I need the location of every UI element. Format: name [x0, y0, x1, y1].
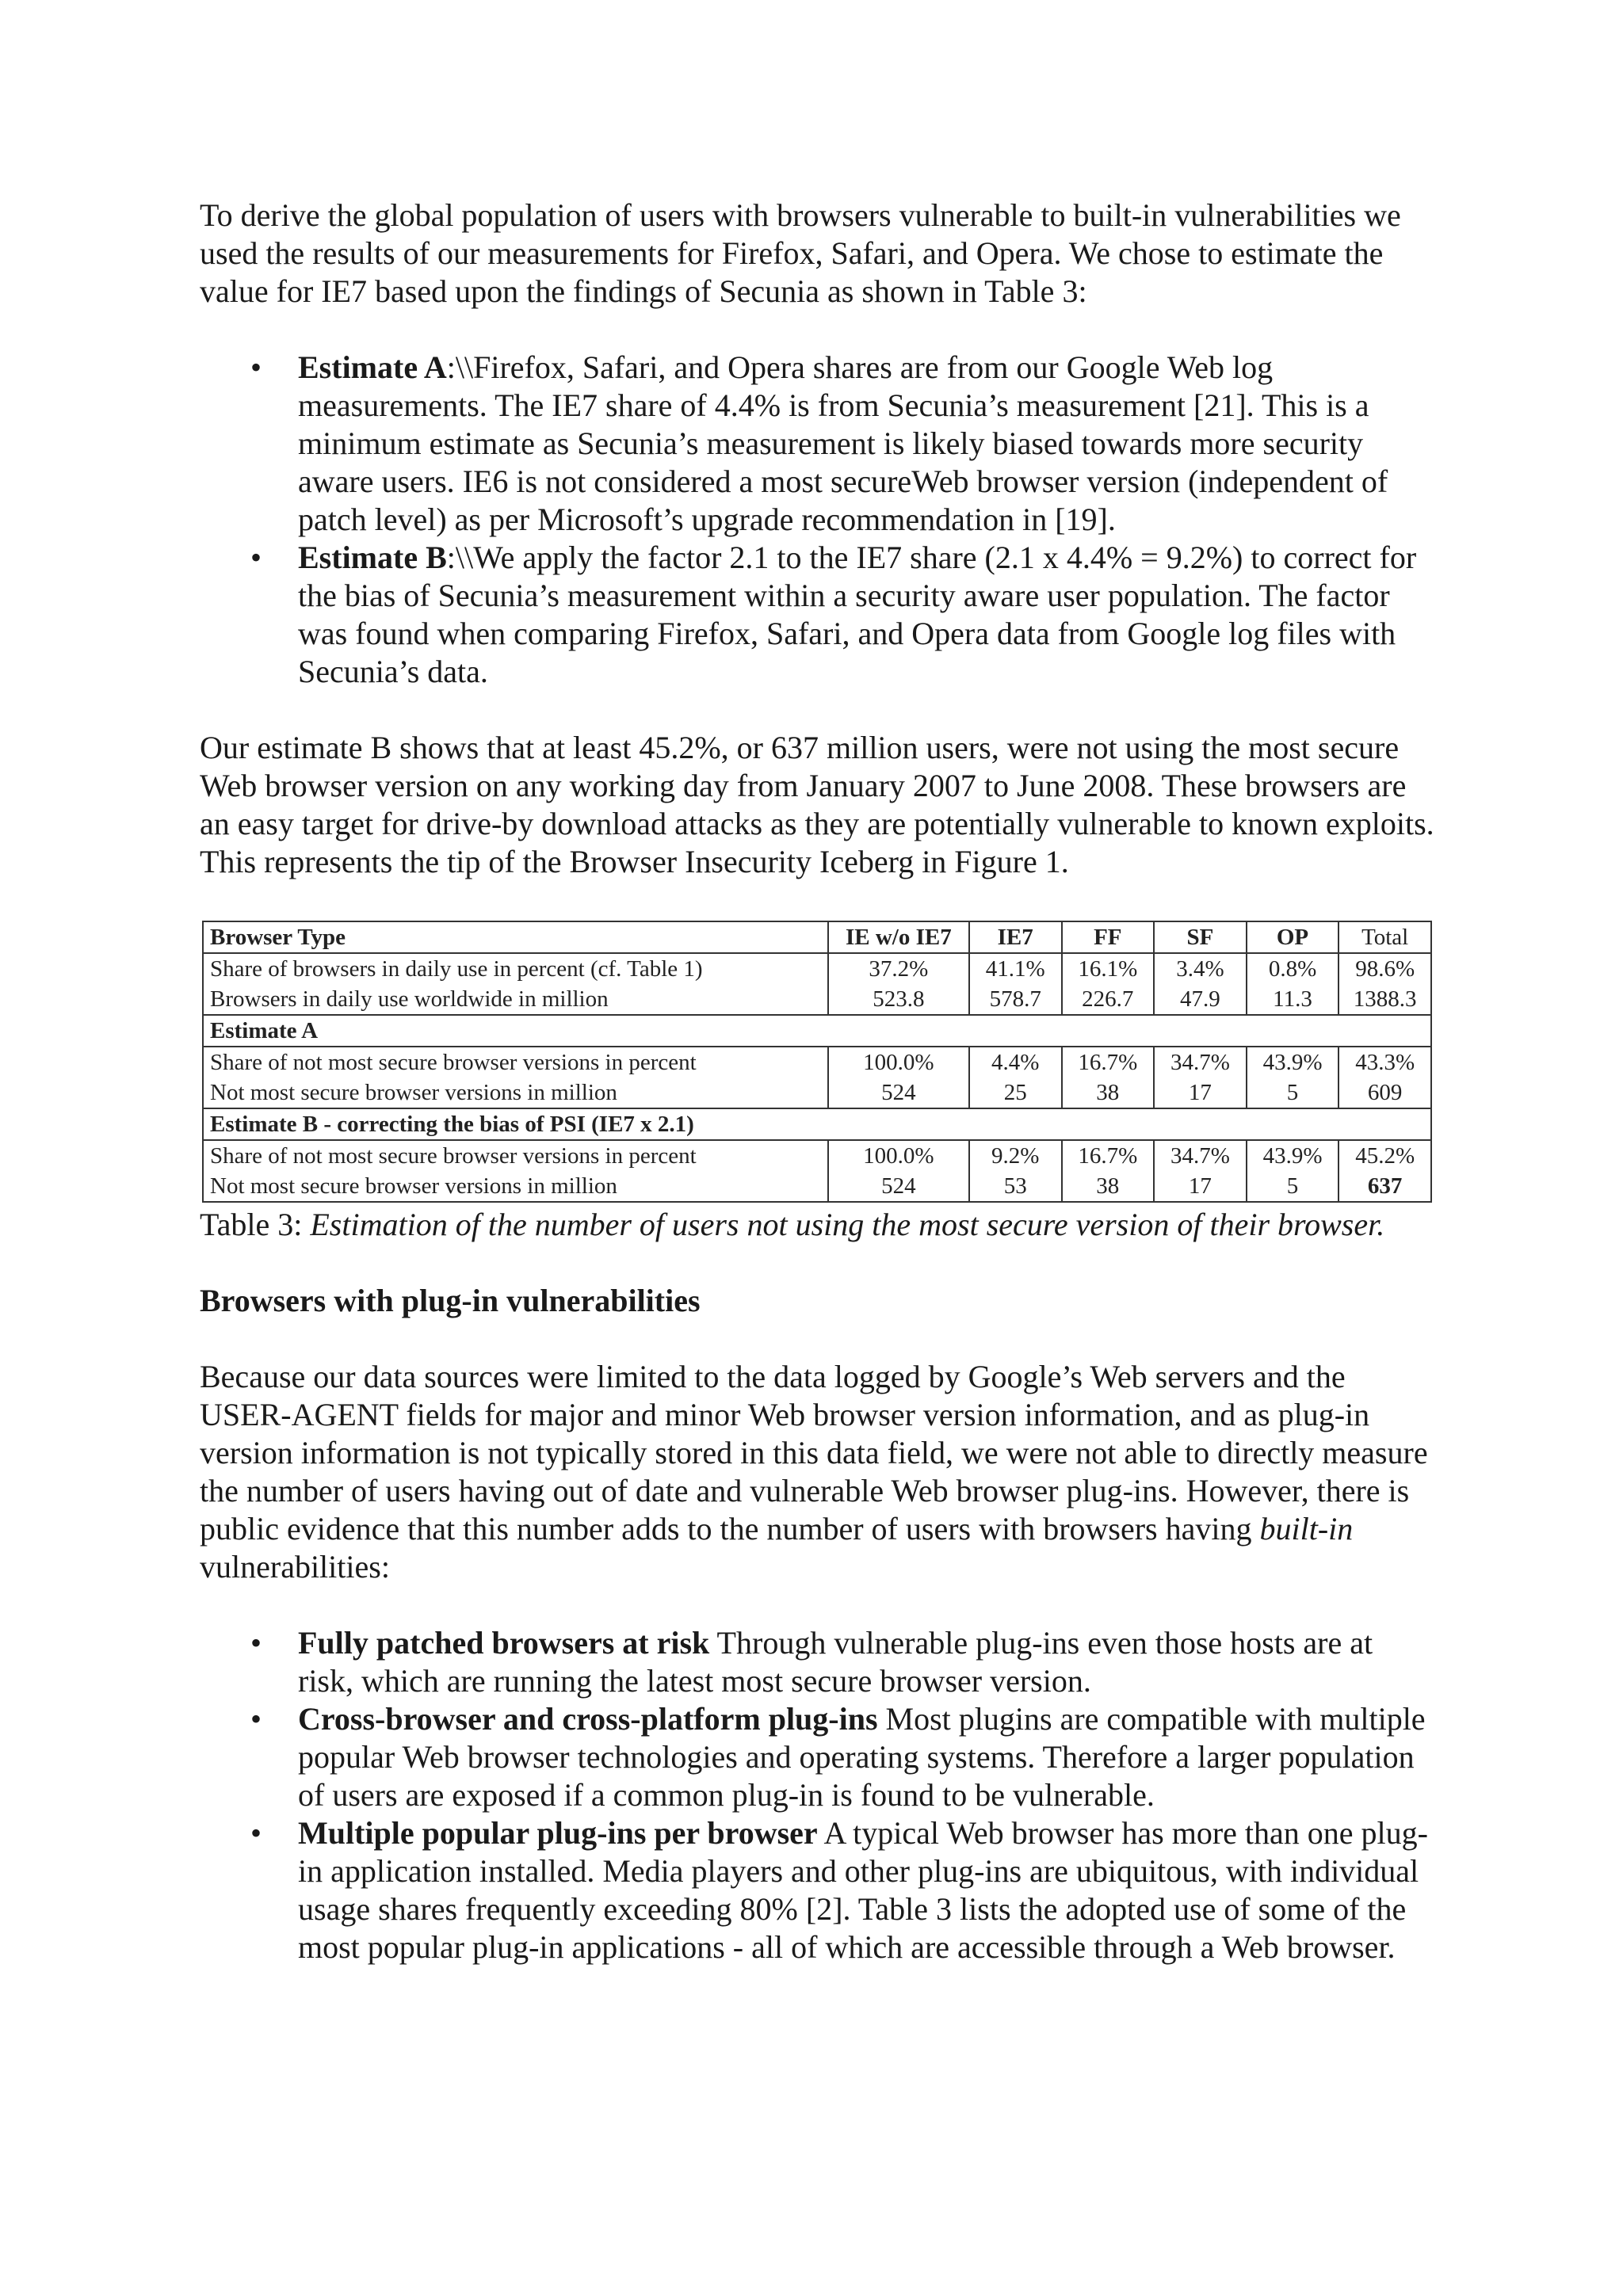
table-row — [203, 984, 1431, 1015]
table-cell: 38 — [1062, 1171, 1155, 1202]
table-cell: 16.7% — [1062, 1047, 1155, 1077]
table-cell: 5 — [1247, 1077, 1339, 1108]
table-row — [203, 1077, 1431, 1108]
table-cell: 0.8% — [1247, 953, 1339, 984]
table-cell: 637 — [1338, 1171, 1431, 1202]
table-cell: 17 — [1154, 1171, 1247, 1202]
estimate-a-label: Estimate A — [298, 349, 447, 385]
bullet-title: Fully patched browsers at risk — [298, 1625, 710, 1661]
table-cell: 43.9% — [1247, 1047, 1339, 1077]
summary-paragraph: Our estimate B shows that at least 45.2%, or 637 million users, were not using the most secure Web browser version on any working day from January 2007 to June 2008. These browsers are an easy target for drive-by download attacks as they are potentially vulnerable to known exploits. This represents the tip of the Browser Insecurity Iceberg in Figure 1. — [200, 730, 1434, 879]
list-item — [200, 349, 1436, 539]
table-header-cell: IE w/o IE7 — [828, 921, 969, 953]
list-item — [200, 1814, 1436, 1966]
bullet-icon: • — [250, 1815, 262, 1851]
bullet-title: Multiple popular plug-ins per browser — [298, 1815, 818, 1851]
table-cell: 41.1% — [969, 953, 1062, 984]
bullet-text: Through vulnerable plug-ins even those hosts are at risk, which are running the latest most secure browser version. — [298, 1625, 1373, 1699]
table-cell: 4.4% — [969, 1047, 1062, 1077]
section-heading: Browsers with plug-in vulnerabilities — [200, 1283, 701, 1318]
table-cell: 34.7% — [1154, 1140, 1247, 1171]
estimate-b-text: :\\We apply the factor 2.1 to the IE7 share (2.1 x 4.4% = 9.2%) to correct for the bias of Secunia’s measurement within a security aware user population. The factor was found when comparing Firefox, Safari, and Opera data from Google log files with Secunia’s data. — [298, 540, 1417, 689]
list-item — [200, 539, 1436, 691]
table-cell: 100.0% — [828, 1140, 969, 1171]
bullet-title: Cross-browser and cross-platform plug-ins — [298, 1701, 878, 1737]
table-cell: 578.7 — [969, 984, 1062, 1015]
table-header-cell: OP — [1247, 921, 1339, 953]
table-header-cell: FF — [1062, 921, 1155, 953]
table-section-row — [203, 1015, 1431, 1047]
intro-paragraph: To derive the global population of users with browsers vulnerable to built-in vulnerabilities we used the results of our measurements for Firefox, Safari, and Opera. We chose to estimate the value for IE7 based upon the findings of Secunia as shown in Table 3: — [200, 197, 1401, 309]
table-cell: 11.3 — [1247, 984, 1339, 1015]
table-cell: 53 — [969, 1171, 1062, 1202]
table-cell: 25 — [969, 1077, 1062, 1108]
table-cell: Not most secure browser versions in million — [203, 1171, 828, 1202]
plugin-text-before: Because our data sources were limited to the data logged by Google’s Web servers and the USER-AGENT fields for major and minor Web browser version information, and as plug-in version information is not typically stored in this data field, we were not able to directly measure the number of users having out of date and vulnerable Web browser plug-ins. However, there is public evidence that this number adds to the number of users with browsers having — [200, 1359, 1428, 1547]
caption-prefix: Table 3: — [200, 1207, 311, 1242]
caption-text: Estimation of the number of users not using the most secure version of their browser. — [310, 1207, 1385, 1242]
plugin-text-italic: built-in — [1259, 1511, 1354, 1547]
bullet-icon: • — [250, 1701, 262, 1737]
bullet-icon: • — [250, 540, 262, 575]
table-caption — [200, 1206, 1436, 1244]
table-cell: 226.7 — [1062, 984, 1155, 1015]
table-cell: 17 — [1154, 1077, 1247, 1108]
list-item — [200, 1700, 1436, 1814]
table-section-row — [203, 1108, 1431, 1140]
bullet-text: Most plugins are compatible with multiple popular Web browser technologies and operating systems. Therefore a larger population of users are exposed if a common plug-in is found to be vulnerable. — [298, 1701, 1426, 1813]
table-cell: 524 — [828, 1077, 969, 1108]
table-cell: Share of browsers in daily use in percent (cf. Table 1) — [203, 953, 828, 984]
table-cell: 47.9 — [1154, 984, 1247, 1015]
table-cell: 45.2% — [1338, 1140, 1431, 1171]
document-page — [200, 196, 1436, 1966]
estimation-table — [202, 921, 1432, 1203]
table-cell: 523.8 — [828, 984, 969, 1015]
table-cell: Share of not most secure browser versions in percent — [203, 1047, 828, 1077]
table-cell: Share of not most secure browser versions in percent — [203, 1140, 828, 1171]
table-cell: 100.0% — [828, 1047, 969, 1077]
table-header-cell: Browser Type — [203, 921, 828, 953]
table-cell: 9.2% — [969, 1140, 1062, 1171]
estimate-a-text: :\\Firefox, Safari, and Opera shares are from our Google Web log measurements. The IE7 share of 4.4% is from Secunia’s measurement [21]. This is a minimum estimate as Secunia’s measurement is likely biased towards more security aware users. IE6 is not considered a most secureWeb browser version (independent of patch level) as per Microsoft’s upgrade recommendation in [19]. — [298, 349, 1388, 537]
section-estimate-a: Estimate A — [203, 1015, 1431, 1047]
estimation-table-wrapper — [200, 921, 1436, 1203]
section-estimate-b: Estimate B - correcting the bias of PSI (IE7 x 2.1) — [203, 1108, 1431, 1140]
table-cell: 609 — [1338, 1077, 1431, 1108]
list-item — [200, 1624, 1436, 1700]
table-header-cell: IE7 — [969, 921, 1062, 953]
plugin-list — [200, 1624, 1436, 1966]
table-cell: 1388.3 — [1338, 984, 1431, 1015]
table-cell: 98.6% — [1338, 953, 1431, 984]
table-cell: Browsers in daily use worldwide in million — [203, 984, 828, 1015]
bullet-icon: • — [250, 349, 262, 385]
table-cell: 16.1% — [1062, 953, 1155, 984]
estimate-list — [200, 349, 1436, 691]
table-row — [203, 953, 1431, 984]
table-header-cell: SF — [1154, 921, 1247, 953]
table-cell: 43.3% — [1338, 1047, 1431, 1077]
table-row — [203, 1140, 1431, 1171]
estimate-b-label: Estimate B — [298, 540, 447, 575]
table-header-cell: Total — [1338, 921, 1431, 953]
table-cell: 37.2% — [828, 953, 969, 984]
table-cell: Not most secure browser versions in million — [203, 1077, 828, 1108]
table-row — [203, 1047, 1431, 1077]
table-cell: 43.9% — [1247, 1140, 1339, 1171]
table-row — [203, 1171, 1431, 1202]
table-cell: 5 — [1247, 1171, 1339, 1202]
bullet-icon: • — [250, 1625, 262, 1661]
table-cell: 3.4% — [1154, 953, 1247, 984]
table-cell: 524 — [828, 1171, 969, 1202]
bullet-text: A typical Web browser has more than one plug-in application installed. Media players and other plug-ins are ubiquitous, with individual usage shares frequently exceeding 80% [2]. Table 3 lists the adopted use of some of the most popular plug-in applications - all of which are accessible through a Web browser. — [298, 1815, 1428, 1965]
plugin-text-after: vulnerabilities: — [200, 1549, 390, 1585]
plugin-paragraph — [200, 1358, 1436, 1586]
table-header-row — [203, 921, 1431, 953]
table-cell: 16.7% — [1062, 1140, 1155, 1171]
table-cell: 34.7% — [1154, 1047, 1247, 1077]
table-cell: 38 — [1062, 1077, 1155, 1108]
